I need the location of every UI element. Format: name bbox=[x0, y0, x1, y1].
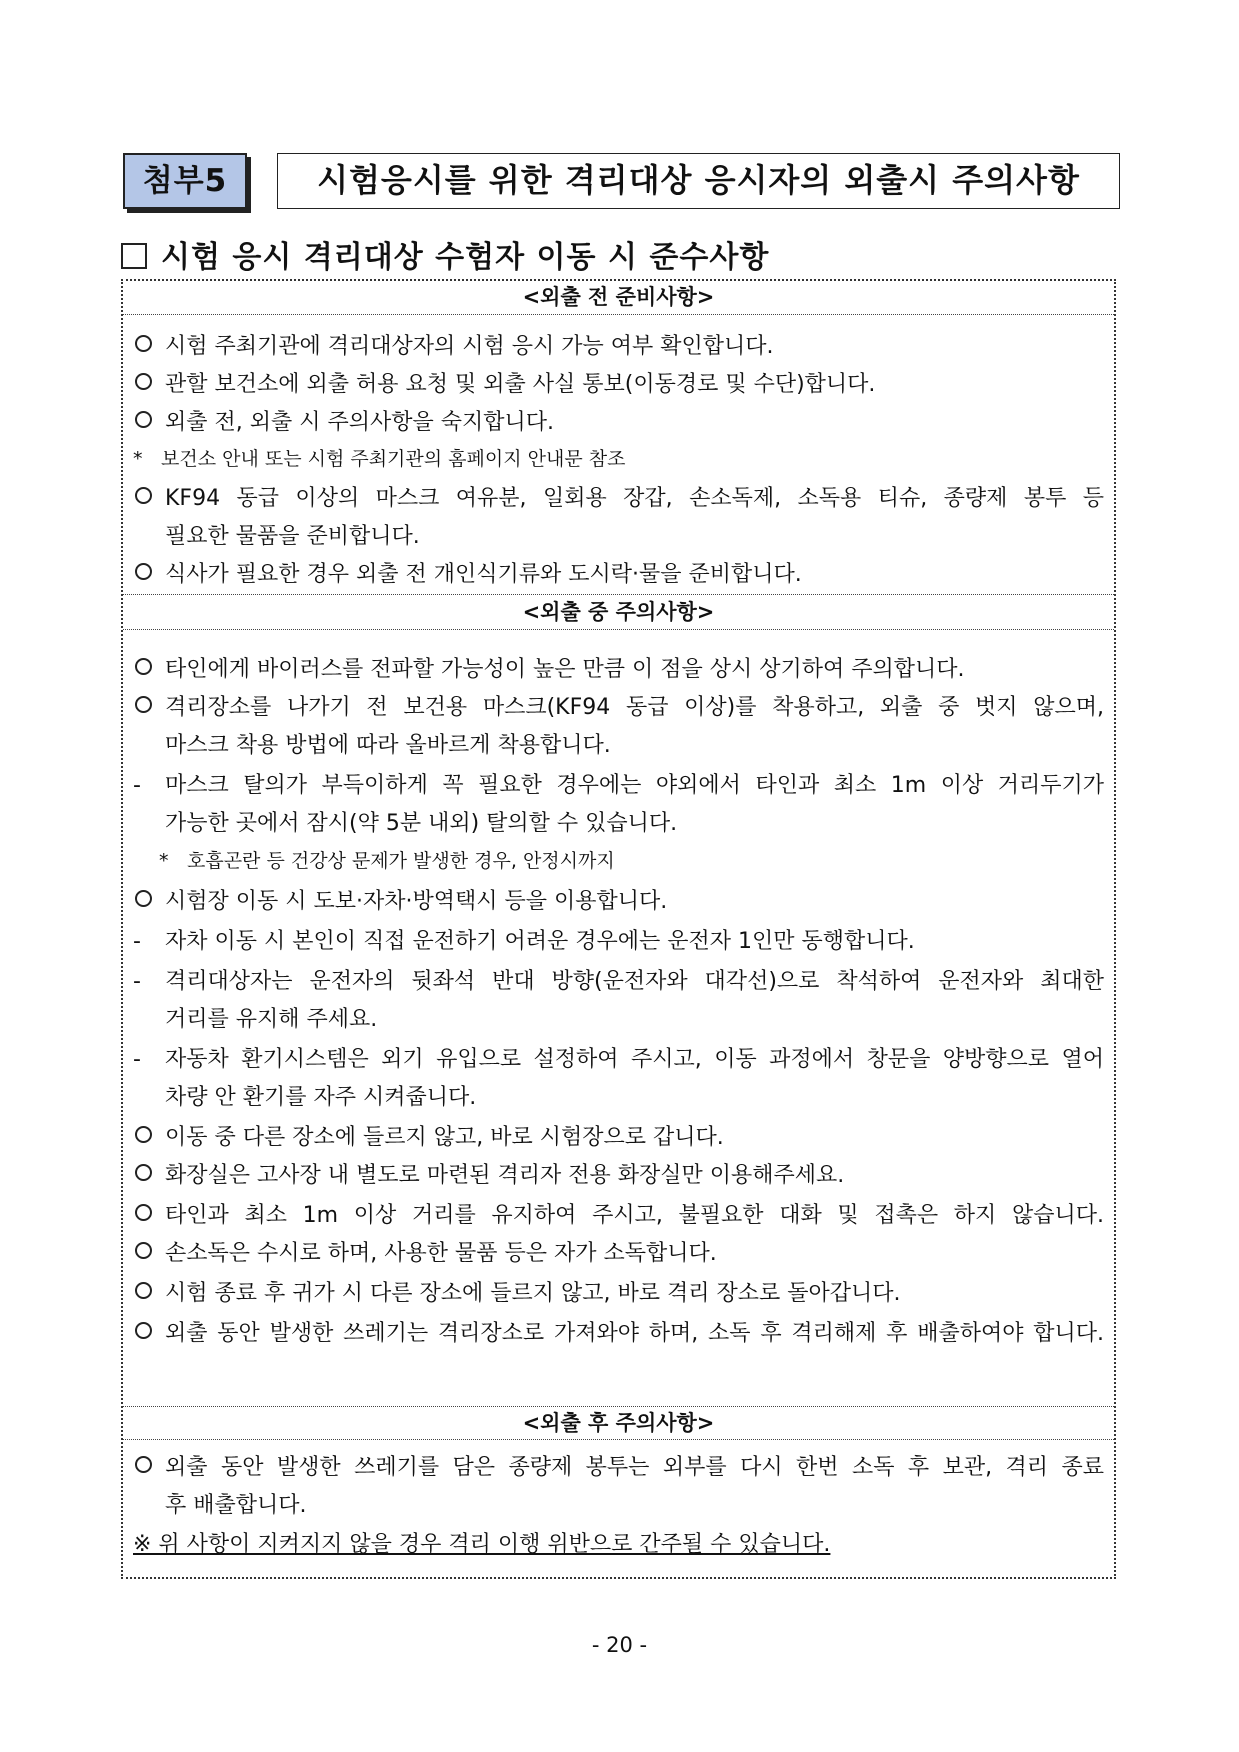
bullet-icon bbox=[135, 1164, 152, 1181]
warning-note: ※ 위 사항이 지켜지지 않을 경우 격리 이행 위반으로 간주될 수 있습니다. bbox=[133, 1532, 831, 1557]
sub-item: - 격리대상자는 운전자의 뒷좌석 반대 방향(운전자와 대각선)으로 착석하여 운전자와 최대한 bbox=[133, 969, 1104, 994]
notice-frame bbox=[121, 279, 1116, 1579]
subheading-before: <외출 전 준비사항> bbox=[123, 281, 1114, 315]
list-item: 시험 종료 후 귀가 시 다른 장소에 들르지 않고, 바로 격리 장소로 돌아갑니다. bbox=[133, 1276, 1104, 1307]
bullet-icon bbox=[135, 1126, 152, 1143]
bullet-icon bbox=[135, 335, 152, 352]
list-item: 타인과 최소 1m 이상 거리를 유지하여 주시고, 불필요한 대화 및 접촉은 하지 않습니다. bbox=[133, 1198, 1104, 1229]
list-item: 시험장 이동 시 도보·자차·방역택시 등을 이용합니다. bbox=[133, 884, 1104, 915]
subheading-during: <외출 중 주의사항> bbox=[123, 594, 1114, 630]
bullet-icon bbox=[135, 1322, 152, 1339]
bullet-icon bbox=[135, 696, 152, 713]
list-item: 이동 중 다른 장소에 들르지 않고, 바로 시험장으로 갑니다. bbox=[133, 1120, 1104, 1151]
page-number: - 20 - bbox=[591, 1633, 648, 1657]
list-item: 식사가 필요한 경우 외출 전 개인식기류와 도시락·물을 준비합니다. bbox=[133, 557, 1104, 588]
document-header bbox=[123, 153, 1120, 209]
list-item-continuation: 필요한 물품을 준비합니다. bbox=[165, 524, 420, 549]
section-heading-text: 시험 응시 격리대상 수험자 이동 시 준수사항 bbox=[161, 240, 770, 275]
list-item-continuation: 마스크 착용 방법에 따라 올바르게 착용합니다. bbox=[165, 733, 611, 758]
bullet-icon bbox=[135, 487, 152, 504]
list-item-continuation: 후 배출합니다. bbox=[165, 1493, 307, 1518]
subheading-after: <외출 후 주의사항> bbox=[123, 1406, 1114, 1440]
sub-item-continuation: 차량 안 환기를 자주 시켜줍니다. bbox=[165, 1085, 477, 1110]
sub-item: - 마스크 탈의가 부득이하게 꼭 필요한 경우에는 야외에서 타인과 최소 1m 이상 거리두기가 bbox=[133, 773, 1104, 798]
bullet-icon bbox=[135, 1456, 152, 1473]
list-item: 타인에게 바이러스를 전파할 가능성이 높은 만큼 이 점을 상시 상기하여 주의합니다. bbox=[133, 652, 1104, 683]
bullet-icon bbox=[135, 890, 152, 907]
footnote: * 보건소 안내 또는 시험 주최기관의 홈페이지 안내문 참조 bbox=[133, 448, 626, 470]
bullet-icon bbox=[135, 411, 152, 428]
attachment-badge: 첨부5 bbox=[123, 153, 247, 209]
checkbox-icon bbox=[121, 243, 147, 269]
bullet-icon bbox=[135, 1204, 152, 1221]
bullet-icon bbox=[135, 373, 152, 390]
list-item: KF94 동급 이상의 마스크 여유분, 일회용 장갑, 손소독제, 소독용 티슈, 종량제 봉투 등 bbox=[133, 481, 1104, 512]
section-heading bbox=[121, 232, 769, 276]
list-item: 관할 보건소에 외출 허용 요청 및 외출 사실 통보(이동경로 및 수단)합니다. bbox=[133, 367, 1104, 398]
list-item: 화장실은 고사장 내 별도로 마련된 격리자 전용 화장실만 이용해주세요. bbox=[133, 1158, 1104, 1189]
list-item: 시험 주최기관에 격리대상자의 시험 응시 가능 여부 확인합니다. bbox=[133, 329, 1104, 360]
list-item: 외출 동안 발생한 쓰레기는 격리장소로 가져와야 하며, 소독 후 격리해제 후 배출하여야 합니다. bbox=[133, 1316, 1104, 1347]
sub-item-continuation: 가능한 곳에서 잠시(약 5분 내외) 탈의할 수 있습니다. bbox=[165, 811, 678, 836]
bullet-icon bbox=[135, 1242, 152, 1259]
footnote: * 호흡곤란 등 건강상 문제가 발생한 경우, 안정시까지 bbox=[159, 850, 615, 872]
bullet-icon bbox=[135, 1282, 152, 1299]
list-item: 외출 전, 외출 시 주의사항을 숙지합니다. bbox=[133, 405, 1104, 436]
list-item: 외출 동안 발생한 쓰레기를 담은 종량제 봉투는 외부를 다시 한번 소독 후 보관, 격리 종료 bbox=[133, 1450, 1104, 1481]
document-title: 시험응시를 위한 격리대상 응시자의 외출시 주의사항 bbox=[277, 153, 1120, 209]
sub-item-continuation: 거리를 유지해 주세요. bbox=[165, 1007, 378, 1032]
sub-item: - 자차 이동 시 본인이 직접 운전하기 어려운 경우에는 운전자 1인만 동행합니다. bbox=[133, 929, 915, 954]
bullet-icon bbox=[135, 563, 152, 580]
list-item: 손소독은 수시로 하며, 사용한 물품 등은 자가 소독합니다. bbox=[133, 1236, 1104, 1267]
bullet-icon bbox=[135, 658, 152, 675]
sub-item: - 자동차 환기시스템은 외기 유입으로 설정하여 주시고, 이동 과정에서 창문을 양방향으로 열어 bbox=[133, 1047, 1104, 1072]
list-item: 격리장소를 나가기 전 보건용 마스크(KF94 동급 이상)를 착용하고, 외출 중 벗지 않으며, bbox=[133, 690, 1104, 721]
